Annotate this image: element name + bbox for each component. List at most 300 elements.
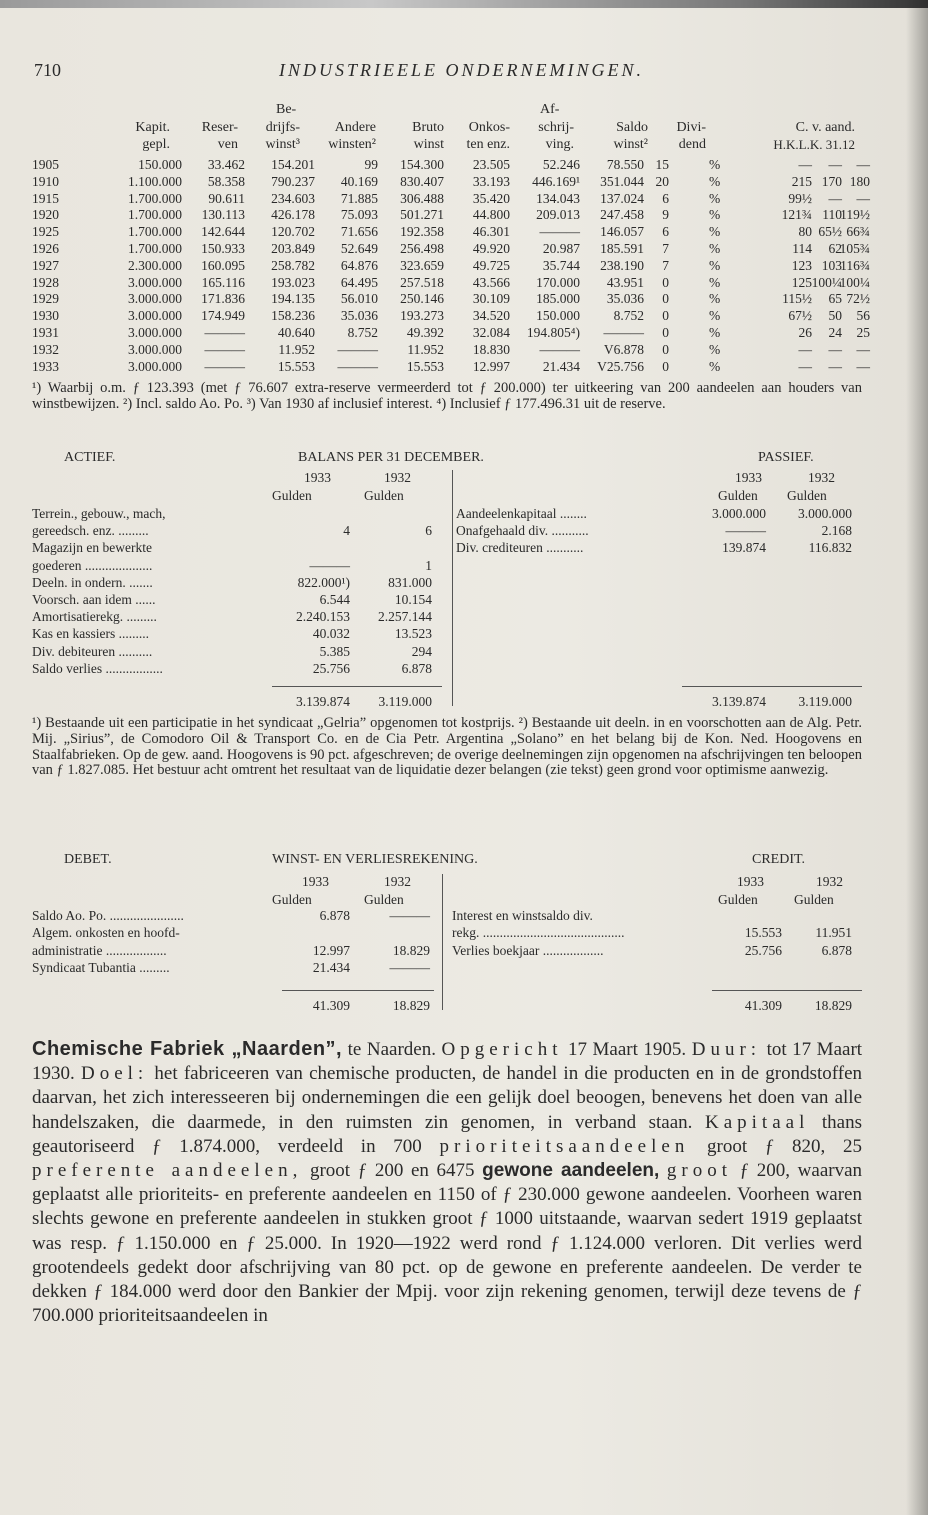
table-cell: 67½ <box>788 308 812 324</box>
debet-label: Syndicaat Tubantia ......... <box>32 960 170 976</box>
table-cell: 185.000 <box>536 291 580 307</box>
table-row <box>32 342 928 359</box>
table-row <box>32 308 928 325</box>
kapitaal-label: Kapitaal <box>704 1111 810 1133</box>
groot-label: groot <box>666 1160 733 1182</box>
results-table <box>32 157 928 375</box>
passief-heading: PASSIEF. <box>758 450 814 465</box>
table-cell: — <box>798 157 812 172</box>
duur-text: tot 17 Maart 1930. <box>32 1039 863 1085</box>
table-cell: 351.044 <box>600 173 644 189</box>
kapitaal-text-1: thans geautoriseerd ƒ 1.874.000, verdeeld in 700 <box>32 1111 862 1157</box>
table-cell: ——— <box>539 224 580 240</box>
wv-total-1932-left: 18.829 <box>392 998 430 1013</box>
actief-label: Terrein., gebouw., mach, <box>32 506 166 521</box>
table-cell: 103 <box>821 257 842 273</box>
table-cell: — <box>856 190 870 206</box>
debet-value-1933: 12.997 <box>312 942 350 958</box>
table-cell: 15.553 <box>277 358 315 374</box>
table-cell: 119½ <box>840 207 870 223</box>
table-cell: 1928 <box>32 274 59 290</box>
table-cell: 35.744 <box>542 257 580 273</box>
actief-value-1933: ——— <box>309 557 350 573</box>
table-cell: 1920 <box>32 207 59 223</box>
table-cell: 18.830 <box>472 341 510 357</box>
debet-value-1932: ——— <box>389 908 430 923</box>
table-cell: 80 <box>798 224 812 240</box>
actief-label: goederen .................... <box>32 557 153 573</box>
table-cell: 0 <box>662 274 669 290</box>
table-cell: 134.043 <box>536 190 580 206</box>
table-cell: 6 <box>662 190 669 206</box>
table-cell: 257.518 <box>400 274 444 290</box>
debet-value-1933: 21.434 <box>312 960 350 976</box>
table-cell: 71.885 <box>340 190 378 206</box>
balans-total-1933-left: 3.139.874 <box>296 694 350 709</box>
table-header-be: Be- <box>276 102 297 117</box>
table-cell: 1926 <box>32 240 59 256</box>
table-row <box>32 325 928 342</box>
passief-value-1933: ——— <box>725 523 766 539</box>
table-row <box>32 157 928 174</box>
credit-value-1932: 11.951 <box>815 925 852 941</box>
table-header-sub-2: winst³ <box>265 137 300 152</box>
actief-label: Magazijn en bewerkte <box>32 540 152 556</box>
wv-unit-2: Gulden <box>364 892 404 907</box>
balans-total-rule-left <box>272 686 442 687</box>
table-cell: 99 <box>364 157 378 172</box>
wv-total-1933-right: 41.309 <box>744 998 782 1013</box>
table-cell: — <box>856 341 870 357</box>
company-place: te Naarden. <box>347 1039 436 1060</box>
table-cell: 26 <box>798 324 812 340</box>
table-cell: 193.023 <box>271 274 315 290</box>
doel-text: het fabriceeren van chemische producten, de handel in die producten en in de grondstoffen daarvan, het zich interesseeren bij ondernemingen die een gelijk doel beoogen, benevens het doen van alle handelszaken, die daarmede, in den ruimsten zin genomen, in verband staan. <box>32 1063 863 1133</box>
table-cell: ——— <box>337 358 378 374</box>
table-cell: 99½ <box>788 190 812 206</box>
table-header-sub-8: dend <box>678 137 706 152</box>
wv-divider <box>442 874 443 1010</box>
credit-label: Verlies boekjaar .................. <box>452 942 604 958</box>
table-row <box>32 241 928 258</box>
table-cell: — <box>828 341 842 357</box>
actief-value-1933: 4 <box>343 523 350 539</box>
table-cell: 154.300 <box>400 157 444 172</box>
table-cell: 142.644 <box>201 224 245 240</box>
wv-unit-1: Gulden <box>272 892 312 907</box>
actief-value-1933: 6.544 <box>319 592 350 607</box>
passief-value-1933: 3.000.000 <box>712 506 766 521</box>
table-cell: 158.236 <box>271 308 315 324</box>
table-cell: 52.246 <box>542 157 580 172</box>
table-cell: 137.024 <box>600 190 644 206</box>
prioriteits-label: prioriteitsaandeelen <box>439 1135 690 1157</box>
debet-label: Algem. onkosten en hoofd- <box>32 925 180 941</box>
balans-unit-left-2: Gulden <box>364 488 404 503</box>
wv-total-1932-right: 18.829 <box>814 998 852 1013</box>
actief-value-1932: 10.154 <box>394 592 432 607</box>
actief-value-1932: 13.523 <box>394 626 432 642</box>
table-cell: — <box>798 358 812 374</box>
table-cell: 21.434 <box>542 358 580 374</box>
table-header-2: drijfs- <box>265 120 300 135</box>
wv-credit-year-1933: 1933 <box>737 874 764 889</box>
table-cell: ——— <box>539 341 580 357</box>
table-cell: 446.169¹ <box>532 173 580 189</box>
table-cell: 78.550 <box>606 157 644 172</box>
actief-value-1932: 6.878 <box>401 660 432 676</box>
wv-title: WINST- EN VERLIESREKENING. <box>272 852 478 867</box>
table-cell: 1.700.000 <box>128 190 182 206</box>
balans-total-1933-right: 3.139.874 <box>712 694 766 709</box>
table-cell: 150.933 <box>201 240 245 256</box>
debet-value-1933: 6.878 <box>319 908 350 923</box>
table-cell: 1.700.000 <box>128 224 182 240</box>
table-cell: 23.505 <box>472 157 510 172</box>
table-cell: 116¾ <box>840 257 870 273</box>
table-cell: 123 <box>791 257 812 273</box>
table-cell: 247.458 <box>600 207 644 223</box>
page-number: 710 <box>34 60 61 80</box>
table-cell: 130.113 <box>201 207 245 223</box>
actief-value-1932: 6 <box>425 523 432 539</box>
passief-year-1933: 1933 <box>735 470 762 485</box>
passief-year-1932: 1932 <box>808 470 835 485</box>
table-cell: 33.193 <box>472 173 510 189</box>
table-cell: 1933 <box>32 358 59 374</box>
table-cell: 125 <box>791 274 812 290</box>
table-cell: 250.146 <box>400 291 444 307</box>
actief-label: Deeln. in ondern. ....... <box>32 574 153 590</box>
table-cell: 25 <box>856 324 870 340</box>
table-cell: 1.100.000 <box>128 173 182 189</box>
table-cell: 154.201 <box>271 157 315 172</box>
debet-heading: DEBET. <box>64 852 112 867</box>
table-cell: 49.725 <box>472 257 510 273</box>
table-cell: 115½ <box>782 291 812 307</box>
table-cell: ——— <box>204 358 245 374</box>
table-cell: 215 <box>791 173 812 189</box>
table-header-sub-6: ving. <box>545 137 574 152</box>
table-cell: 100¼ <box>811 274 842 290</box>
table-cell: 52.649 <box>340 240 378 256</box>
credit-value-1932: 6.878 <box>821 942 852 958</box>
balans-total-1932-left: 3.119.000 <box>378 694 432 709</box>
actief-value-1933: 40.032 <box>312 626 350 642</box>
table-cell: 194.135 <box>271 291 315 307</box>
table-header-4: Bruto <box>412 120 444 135</box>
table-cell: 46.301 <box>472 224 510 240</box>
table-cell: 105¾ <box>839 240 870 256</box>
table-cell: 12.997 <box>472 358 510 374</box>
table-cell: — <box>828 190 842 206</box>
table-cell: 501.271 <box>400 207 444 223</box>
table-cell: 238.190 <box>600 257 644 273</box>
actief-value-1933: 822.000¹) <box>297 574 350 590</box>
table-cell: 170.000 <box>536 274 580 290</box>
table-header-6: schrij- <box>538 120 574 135</box>
table-cell: 171.836 <box>201 291 245 307</box>
table-cell: — <box>856 358 870 374</box>
table-cell: 426.178 <box>271 207 315 223</box>
table-cell: % <box>709 157 721 172</box>
wv-credit-unit-2: Gulden <box>794 892 834 907</box>
actief-label: Div. debiteuren .......... <box>32 643 153 659</box>
actief-value-1932: 294 <box>411 643 432 659</box>
table-cell: 35.420 <box>472 190 510 206</box>
table-cell: 185.591 <box>600 240 644 256</box>
table-cell: 7 <box>662 257 669 273</box>
table-cell: 790.237 <box>271 173 315 189</box>
actief-label: Kas en kassiers ......... <box>32 626 149 642</box>
passief-unit-2: Gulden <box>787 488 827 503</box>
table-header-sub-0: gepl. <box>142 137 170 152</box>
table-cell: 3.000.000 <box>128 341 182 357</box>
table-header-8: Divi- <box>676 120 706 135</box>
table-cell: % <box>709 207 721 223</box>
table-cell: 32.084 <box>472 324 510 340</box>
table-cell: 62 <box>828 240 842 256</box>
passief-label: Div. crediteuren ........... <box>456 540 584 556</box>
table-cell: 323.659 <box>400 257 444 273</box>
table-cell: 1932 <box>32 341 59 357</box>
table-cell: 256.498 <box>400 240 444 256</box>
table-header-sub-4: winst <box>413 137 444 152</box>
credit-value-1933: 25.756 <box>744 942 782 958</box>
table-cell: 56.010 <box>340 291 378 307</box>
wv-total-rule-right <box>712 990 862 991</box>
doel-label: Doel: <box>80 1063 149 1085</box>
table-row <box>32 207 928 224</box>
passief-unit-1: Gulden <box>718 488 758 503</box>
credit-label: Interest en winstsaldo div. <box>452 908 593 923</box>
table-cell: 50 <box>828 308 842 324</box>
balans-year-1932: 1932 <box>384 470 411 485</box>
actief-value-1932: 2.257.144 <box>378 609 432 625</box>
table-cell: 1.700.000 <box>128 240 182 256</box>
credit-value-1933: 15.553 <box>744 925 782 941</box>
passief-label: Onafgehaald div. ........... <box>456 523 589 539</box>
table-cell: 1.700.000 <box>128 207 182 223</box>
gewone-label: gewone aandeelen, <box>482 1160 660 1182</box>
table-cell: % <box>709 173 721 189</box>
table-cell: 9 <box>662 207 669 223</box>
table-cell: 20.987 <box>542 240 580 256</box>
table-cell: 114 <box>792 240 812 256</box>
passief-value-1932: 2.168 <box>821 523 852 539</box>
table-row <box>32 359 928 376</box>
table-cell: — <box>856 157 870 172</box>
table-header-sub-1: ven <box>217 137 238 152</box>
table-cell: 20 <box>655 173 669 189</box>
table-cell: 1905 <box>32 157 59 172</box>
actief-value-1933: 2.240.153 <box>296 609 350 625</box>
table-header-sub-7: winst² <box>613 137 648 152</box>
table-cell: 1910 <box>32 173 59 189</box>
credit-heading: CREDIT. <box>752 852 806 867</box>
kapitaal-text-4: ƒ 200, waarvan geplaatst alle prioriteits- en preferente aandeelen en 1150 of ƒ 230.000 gewone aandeelen. Voorheen waren slechts gewone en preferente aandeelen in stukken groot ƒ 1000 uitstaande, waarvan sedert 1919 geplaatst was resp. ƒ 1.150.000 en ƒ 25.000. In 1920—1922 werd rond ƒ 1.124.000 verloren. Dit verlies werd grootendeels gedekt door afschrijving van 80 pct. op de gewone en preferente aandeelen. De verder te dekken ƒ 184.000 werd door den Bankier der Mpij. voor zijn rekening genomen, terwijl deze tevens de ƒ 700.000 prioriteitsaandeelen in <box>32 1160 863 1327</box>
table-cell: ——— <box>603 324 644 340</box>
balans-total-1932-right: 3.119.000 <box>798 694 852 709</box>
balans-year-1933: 1933 <box>304 470 331 485</box>
company-name: Chemische Fabriek „Naarden”, <box>32 1038 343 1060</box>
table-cell: 0 <box>662 358 669 374</box>
kapitaal-text-2: groot ƒ 820, 25 <box>707 1135 862 1157</box>
table-cell: 43.566 <box>472 274 510 290</box>
table-cell: % <box>709 291 721 307</box>
table-header-af: Af- <box>540 102 560 117</box>
wv-credit-unit-1: Gulden <box>718 892 758 907</box>
table-cell: 65 <box>828 291 842 307</box>
table-cell: 1915 <box>32 190 59 206</box>
table-cell: 72½ <box>846 291 870 307</box>
table-cell: 15 <box>655 157 669 172</box>
table-cell: % <box>709 308 721 324</box>
company-description <box>32 1037 862 1328</box>
balance-sheet <box>32 450 862 718</box>
table-cell: 64.495 <box>340 274 378 290</box>
table-cell: 15.553 <box>406 358 444 374</box>
table-cell: 120.702 <box>271 224 315 240</box>
table-cell: % <box>709 274 721 290</box>
table-cell: 6 <box>662 224 669 240</box>
table-cell: 75.093 <box>340 207 378 223</box>
table-cell: 11.952 <box>278 341 315 357</box>
table-cell: 146.057 <box>600 224 644 240</box>
table-cell: 30.109 <box>472 291 510 307</box>
table-cell: — <box>798 341 812 357</box>
table-cell: 192.358 <box>400 224 444 240</box>
wv-total-rule-left <box>282 990 434 991</box>
running-header <box>34 60 889 86</box>
table-cell: 160.095 <box>201 257 245 273</box>
table-header-7: Saldo <box>616 120 648 135</box>
table-cell: 3.000.000 <box>128 358 182 374</box>
table-cell: 3.000.000 <box>128 291 182 307</box>
table-header-sub-3: winsten² <box>328 137 376 152</box>
table-cell: % <box>709 190 721 206</box>
table-cell: 40.640 <box>277 324 315 340</box>
table-cell: 180 <box>849 173 870 189</box>
kapitaal-text-3: groot ƒ 200 en 6475 <box>309 1160 475 1182</box>
passief-label: Aandeelenkapitaal ........ <box>456 506 587 521</box>
table-cell: 56 <box>856 308 870 324</box>
debet-value-1932: ——— <box>389 960 430 976</box>
table-cell: 258.782 <box>271 257 315 273</box>
table-header-9: C. v. aand. <box>795 120 855 135</box>
table-cell: 0 <box>662 324 669 340</box>
table-row <box>32 224 928 241</box>
table-cell: % <box>709 358 721 374</box>
table-header-3: Andere <box>334 120 376 135</box>
table-cell: V25.756 <box>597 358 644 374</box>
table-cell: 8.752 <box>613 308 644 324</box>
table-row <box>32 174 928 191</box>
table-cell: 1927 <box>32 257 59 273</box>
table-cell: 2.300.000 <box>128 257 182 273</box>
table-cell: 194.805⁴) <box>526 324 580 340</box>
wv-credit-year-1932: 1932 <box>816 874 843 889</box>
actief-label: gereedsch. enz. ......... <box>32 523 149 539</box>
table-header-sub-5: ten enz. <box>466 137 510 152</box>
duur-label: Duur: <box>691 1039 762 1060</box>
table-cell: 1925 <box>32 224 59 240</box>
table-cell: 203.849 <box>271 240 315 256</box>
table-cell: 121¾ <box>781 207 812 223</box>
table-cell: 165.116 <box>201 274 245 290</box>
table-header-0: Kapit. <box>135 120 170 135</box>
table-row <box>32 275 928 292</box>
table-cell: 1930 <box>32 308 59 324</box>
actief-value-1932: 831.000 <box>388 574 432 590</box>
table-cell: 64.876 <box>340 257 378 273</box>
table-cell: 35.036 <box>606 291 644 307</box>
table-cell: 65½ <box>818 224 842 240</box>
preferente-label: preferente aandeelen, <box>32 1160 303 1182</box>
table-cell: 35.036 <box>340 308 378 324</box>
table-cell: 100¼ <box>839 274 870 290</box>
table-cell: 3.000.000 <box>128 274 182 290</box>
table-cell: 234.603 <box>271 190 315 206</box>
actief-label: Voorsch. aan idem ...... <box>32 592 156 607</box>
table-cell: 193.273 <box>400 308 444 324</box>
table-cell: — <box>828 157 842 172</box>
table-cell: 170 <box>821 173 842 189</box>
debet-value-1932: 18.829 <box>392 942 430 958</box>
running-title: INDUSTRIEELE ONDERNEMINGEN. <box>279 60 644 80</box>
table-cell: 34.520 <box>472 308 510 324</box>
balans-total-rule-right <box>682 686 862 687</box>
table-cell: % <box>709 324 721 340</box>
actief-value-1932: 1 <box>425 557 432 573</box>
passief-value-1932: 116.832 <box>808 540 852 556</box>
table-cell: % <box>709 240 721 256</box>
table-cell: 1931 <box>32 324 59 340</box>
table-cell: 66¾ <box>846 224 870 240</box>
table-cell: V6.878 <box>603 341 644 357</box>
scan-top-edge <box>0 0 928 8</box>
table-cell: 24 <box>828 324 842 340</box>
wv-year-1932: 1932 <box>384 874 411 889</box>
table-cell: 0 <box>662 341 669 357</box>
table-cell: 49.920 <box>472 240 510 256</box>
table-cell: 58.358 <box>207 173 245 189</box>
table-cell: 11.952 <box>407 341 444 357</box>
table-cell: 7 <box>662 240 669 256</box>
actief-heading: ACTIEF. <box>64 450 116 465</box>
table-header-sub-9: H.K.L.K. 31.12 <box>773 137 855 152</box>
table-cell: 33.462 <box>207 157 245 172</box>
balans-unit-left-1: Gulden <box>272 488 312 503</box>
actief-value-1933: 5.385 <box>319 643 350 659</box>
table-cell: ——— <box>337 341 378 357</box>
table-cell: — <box>828 358 842 374</box>
table-row <box>32 191 928 208</box>
balans-divider <box>452 470 453 706</box>
wv-year-1933: 1933 <box>302 874 329 889</box>
wv-total-1933-left: 41.309 <box>312 998 350 1013</box>
table-cell: 43.951 <box>606 274 644 290</box>
table-cell: 110 <box>822 207 842 223</box>
table-cell: 150.000 <box>536 308 580 324</box>
table-cell: 44.800 <box>472 207 510 223</box>
debet-label: Saldo Ao. Po. ...................... <box>32 908 184 923</box>
table-cell: ——— <box>204 341 245 357</box>
table-cell: 306.488 <box>400 190 444 206</box>
table-header-1: Reser- <box>201 120 238 135</box>
table-cell: 3.000.000 <box>128 308 182 324</box>
table-cell: 3.000.000 <box>128 324 182 340</box>
